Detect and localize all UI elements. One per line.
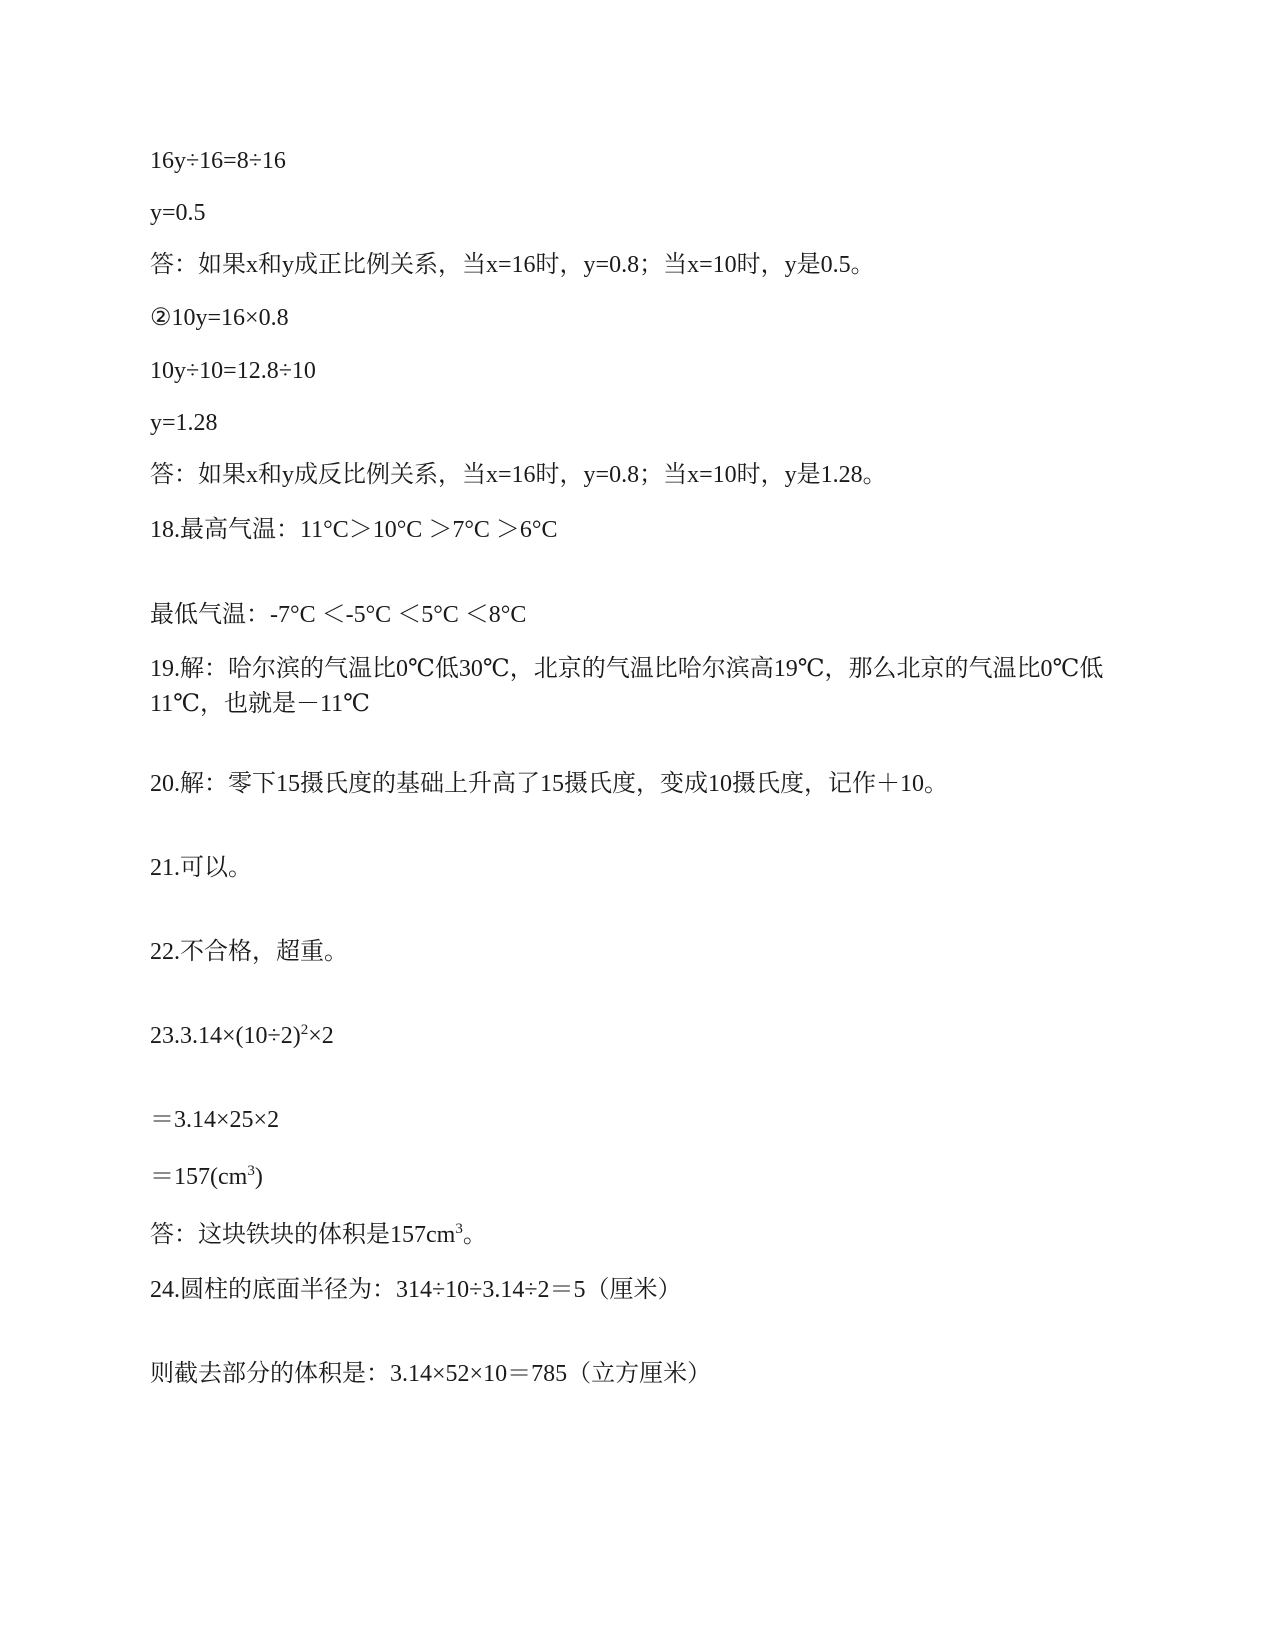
equation-line: ②10y=16×0.8: [150, 305, 289, 331]
equation-line: 16y÷16=8÷16: [150, 148, 286, 174]
answer-line: 答：如果x和y成反比例关系，当x=16时，y=0.8；当x=10时，y是1.28。: [150, 462, 887, 488]
question-24-answer: 24.圆柱的底面半径为：314÷10÷3.14÷2＝5（厘米）: [150, 1277, 682, 1303]
formula-text: ): [254, 1164, 263, 1190]
question-21-answer: 21.可以。: [150, 855, 252, 881]
answer-line: 答：如果x和y成正比例关系，当x=16时，y=0.8；当x=10时，y是0.5。: [150, 252, 875, 278]
answer-text: 答：这块铁块的体积是157cm: [150, 1222, 456, 1248]
question-24-answer-volume: 则截去部分的体积是：3.14×52×10＝785（立方厘米）: [150, 1361, 712, 1387]
equation-line: ＝3.14×25×2: [150, 1107, 280, 1133]
formula-text: ＝157(cm: [150, 1164, 248, 1190]
superscript: 2: [300, 1022, 309, 1038]
formula-text: ×2: [308, 1023, 334, 1049]
equation-line: 10y÷10=12.8÷10: [150, 358, 316, 384]
superscript: 3: [247, 1163, 255, 1179]
question-20-answer: 20.解：零下15摄氏度的基础上升高了15摄氏度，变成10摄氏度，记作＋10。: [150, 771, 948, 797]
question-18-answer: 18.最高气温：11°C＞10°C ＞7°C ＞6°C: [150, 517, 558, 543]
answer-line: [150, 1220, 487, 1250]
answer-text: 。: [462, 1222, 487, 1248]
formula-text: 23.3.14×(10÷2): [150, 1023, 301, 1049]
equation-line: y=1.28: [150, 410, 218, 436]
question-18-answer-low: 最低气温：-7°C ＜-5°C ＜5°C ＜8°C: [150, 602, 527, 628]
equation-line: [150, 1162, 263, 1192]
question-23-answer: [150, 1021, 334, 1051]
question-22-answer: 22.不合格，超重。: [150, 939, 348, 965]
equation-line: y=0.5: [150, 200, 206, 226]
question-19-answer: 19.解：哈尔滨的气温比0℃低30℃，北京的气温比哈尔滨高19℃，那么北京的气温比0℃低11℃，也就是－11℃: [150, 656, 1104, 717]
superscript: 3: [455, 1221, 463, 1237]
